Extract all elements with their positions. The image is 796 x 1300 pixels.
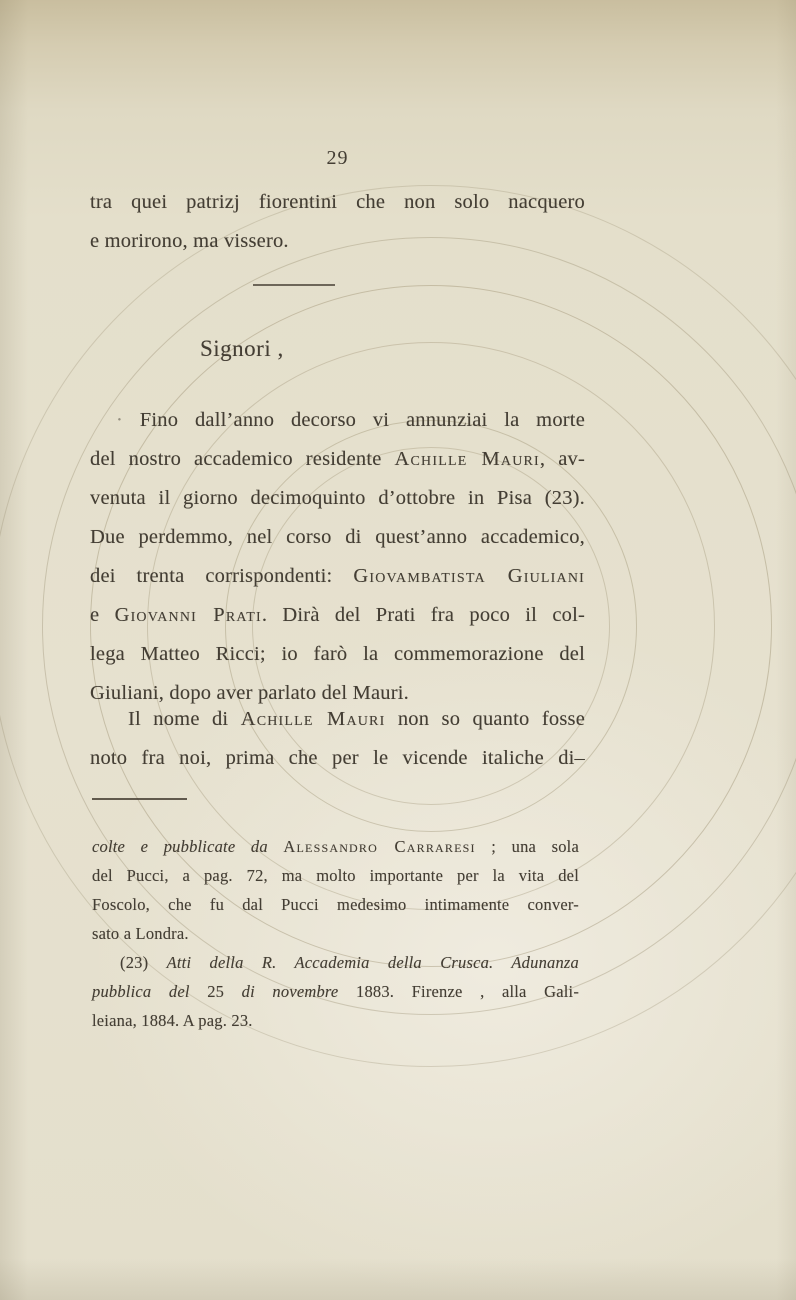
body-paragraph-1	[90, 401, 585, 713]
text-run: Achille Mauri	[240, 708, 386, 730]
text-run: Foscolo, che fu dal Pucci medesimo intimamente conver-	[92, 895, 579, 914]
text-run: . Dirà del Prati fra poco il col-	[261, 604, 586, 626]
page-number: 29	[326, 147, 349, 169]
text-run: tra quei patrizj fiorentini che non solo nacquero	[90, 191, 585, 213]
text-line	[90, 479, 585, 518]
text-line	[90, 739, 585, 778]
text-run: del nostro accademico residente	[90, 448, 395, 470]
text-line	[92, 1006, 579, 1035]
text-run: 1883. Firenze , alla Gali-	[338, 982, 580, 1001]
body-paragraph-2	[90, 700, 585, 778]
text-line	[92, 977, 579, 1006]
footnote-divider	[92, 798, 187, 800]
text-run: dei trenta corrispondenti:	[90, 565, 354, 587]
intro-paragraph	[90, 183, 585, 261]
text-line	[90, 440, 585, 479]
text-run: e	[90, 604, 115, 626]
text-run: venuta il giorno decimoquinto d’ottobre in Pisa (23).	[90, 487, 585, 509]
text-run: del Pucci, a pag. 72, ma molto importante per la vita del	[92, 866, 579, 885]
text-line	[90, 183, 585, 222]
text-run: leiana, 1884. A pag. 23.	[92, 1011, 253, 1030]
text-run: noto fra noi, prima che per le vicende italiche di–	[90, 747, 585, 769]
text-line	[90, 700, 585, 739]
text-run: 25	[207, 982, 242, 1001]
text-line	[90, 557, 585, 596]
text-run: ; una sola	[475, 837, 579, 856]
text-line	[90, 596, 585, 635]
section-divider	[253, 284, 335, 286]
text-line	[90, 401, 585, 440]
text-line	[92, 948, 579, 977]
text-run: Due perdemmo, nel corso di quest’anno accademico,	[90, 526, 585, 548]
text-run: sato a Londra.	[92, 924, 189, 943]
text-run: pubblica del	[92, 982, 208, 1001]
text-run: (23)	[120, 953, 167, 972]
text-run: e morirono, ma vissero.	[90, 230, 289, 252]
text-run: di novembre	[241, 982, 339, 1001]
text-run: Atti della R. Accademia della Crusca. Adunanza	[166, 953, 579, 972]
text-run: ·	[116, 409, 140, 431]
text-run: Giovanni Prati	[114, 604, 262, 626]
text-line	[90, 222, 585, 261]
text-line	[90, 635, 585, 674]
text-line	[92, 832, 579, 861]
salutation-heading: Signori ,	[200, 336, 284, 361]
text-line	[92, 890, 579, 919]
text-run: Giuliani, dopo aver parlato del Mauri.	[90, 682, 409, 704]
text-run: lega Matteo Ricci; io farò la commemorazione del	[90, 643, 585, 665]
text-run: Giovambatista Giuliani	[353, 565, 585, 587]
text-run: Alessandro Carraresi	[283, 837, 476, 856]
text-line	[92, 861, 579, 890]
text-run: colte e pubblicate da	[92, 837, 284, 856]
text-run: Fino dall’anno decorso vi annunziai la morte	[139, 409, 585, 431]
text-run: Il nome di	[128, 708, 241, 730]
text-run: , av-	[539, 448, 585, 470]
text-run: Achille Mauri	[394, 448, 540, 470]
text-line	[90, 518, 585, 557]
footnote-block	[92, 832, 579, 1035]
text-line	[92, 919, 579, 948]
text-run: non so quanto fosse	[385, 708, 585, 730]
